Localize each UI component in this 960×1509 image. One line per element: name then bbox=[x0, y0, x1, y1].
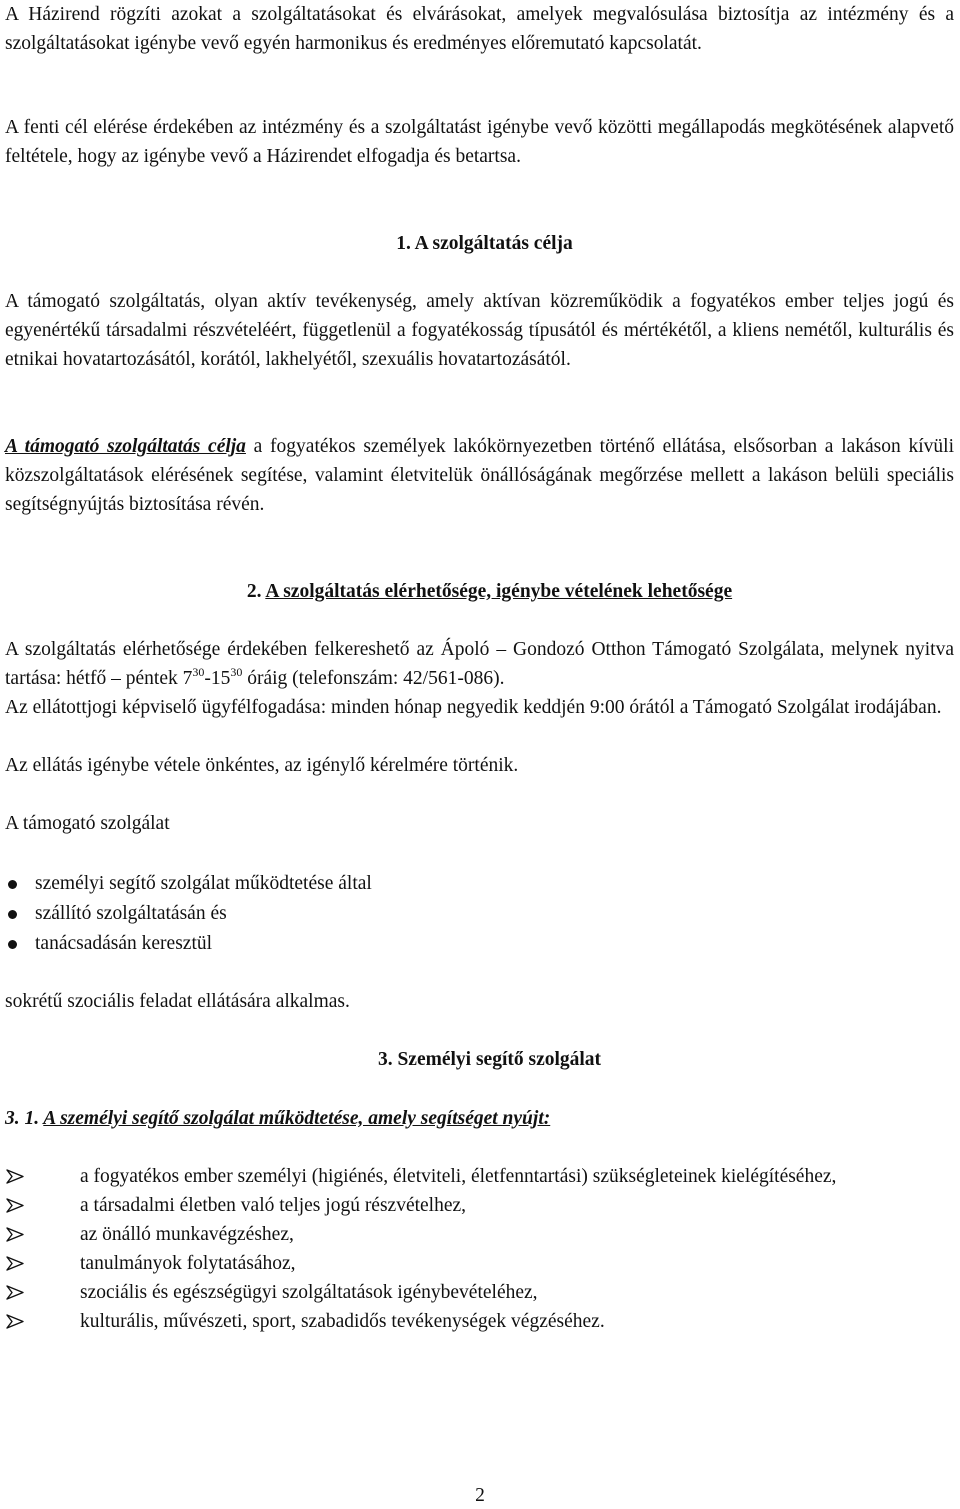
arrow-bullet-icon bbox=[5, 1255, 25, 1272]
bullet-icon bbox=[8, 880, 17, 889]
service-bullet-list bbox=[5, 869, 954, 959]
list-item: az önálló munkavégzéshez, bbox=[5, 1220, 954, 1249]
list-item: a társadalmi életben való teljes jogú részvételhez, bbox=[5, 1191, 954, 1220]
intro-paragraph-1: A Házirend rögzíti azokat a szolgáltatásokat és elvárásokat, amelyek megvalósulása biztosítja az intézmény és a szolgáltatásokat igénybe vevő egyén harmonikus és eredményes előremutató kapcsolatát. bbox=[5, 4, 954, 54]
list-item: szállító szolgáltatásán és bbox=[5, 899, 954, 929]
section-3-1-number: 3. 1. bbox=[5, 1108, 44, 1129]
section-2-heading-text: A szolgáltatás elérhetősége, igénybe vételének lehetősége bbox=[265, 581, 733, 602]
section-1-heading: 1. A szolgáltatás célja bbox=[396, 233, 573, 254]
bullet-icon bbox=[8, 940, 17, 949]
list-item: szociális és egészségügyi szolgáltatások igénybevételéhez, bbox=[5, 1278, 954, 1307]
closing-minutes: 30 bbox=[230, 665, 243, 679]
list-item: kulturális, művészeti, sport, szabadidős tevékenységek végzéséhez. bbox=[5, 1307, 954, 1336]
phone-text: óráig (telefonszám: 42/561-086). bbox=[242, 668, 505, 689]
section-2-paragraph-1 bbox=[5, 635, 954, 693]
list-item: a fogyatékos ember személyi (higiénés, életviteli, életfenntartási) szükségleteinek kielégítéséhez, bbox=[5, 1162, 954, 1191]
section-3-1-heading bbox=[5, 1104, 954, 1133]
section-2-paragraph-5: sokrétű szociális feladat ellátására alkalmas. bbox=[5, 991, 350, 1012]
list-item: tanulmányok folytatásához, bbox=[5, 1249, 954, 1278]
assistance-arrow-list bbox=[5, 1162, 954, 1336]
list-item: személyi segítő szolgálat működtetése által bbox=[5, 869, 954, 899]
section-1-purpose-text: a fogyatékos személyek lakókörnyezetben történő ellátása, elsősorban a lakáson kívüli közszolgáltatások elérésének segítése, valamint életvitelük önállóságának megőrzése mellett a lakáson belüli speciális segítségnyújtás biztosítása révén. bbox=[5, 436, 954, 515]
arrow-bullet-icon bbox=[5, 1168, 25, 1185]
section-1-paragraph-1: A támogató szolgáltatás, olyan aktív tevékenység, amely aktívan közreműködik a fogyatékos ember teljes jogú és egyenértékű társadalmi részvételéért, függetlenül a fogyatékosság típusától és mértékétől, a kliens nemétől, kulturális és etnikai hovatartozásától, korától, lakhelyétől, szexuális hovatartozásától. bbox=[5, 291, 954, 370]
section-1-paragraph-2 bbox=[5, 432, 954, 519]
closing-hour: -15 bbox=[204, 668, 231, 689]
arrow-bullet-icon bbox=[5, 1313, 25, 1330]
section-2-paragraph-2: Az ellátottjogi képviselő ügyfélfogadása: minden hónap negyedik keddjén 9:00 órától a Támogató Szolgálat irodájában. bbox=[5, 697, 942, 718]
page-number: 2 bbox=[475, 1485, 485, 1506]
section-2-heading-number: 2. bbox=[246, 581, 266, 602]
section-2-heading bbox=[5, 577, 960, 606]
section-3-1-text: A személyi segítő szolgálat működtetése, amely segítséget nyújt: bbox=[43, 1108, 551, 1129]
section-3-heading: 3. Személyi segítő szolgálat bbox=[377, 1049, 602, 1070]
arrow-bullet-icon bbox=[5, 1284, 25, 1301]
opening-minutes: 30 bbox=[192, 665, 205, 679]
section-1-purpose-lead: A támogató szolgáltatás célja bbox=[5, 436, 246, 457]
arrow-bullet-icon bbox=[5, 1226, 25, 1243]
section-2-paragraph-3: Az ellátás igénybe vétele önkéntes, az igénylő kérelmére történik. bbox=[5, 755, 519, 776]
arrow-bullet-icon bbox=[5, 1197, 25, 1214]
section-2-paragraph-4: A támogató szolgálat bbox=[5, 813, 170, 834]
availability-text: A szolgáltatás elérhetősége érdekében felkereshető az Ápoló – Gondozó Otthon Támogató Szolgálata, melynek nyitva tartása: hétfő – péntek 7 bbox=[5, 639, 954, 689]
list-item: tanácsadásán keresztül bbox=[5, 929, 954, 959]
intro-paragraph-2: A fenti cél elérése érdekében az intézmény és a szolgáltatást igénybe vevő közötti megállapodás megkötésének alapvető feltétele, hogy az igénybe vevő a Házirendet elfogadja és betartsa. bbox=[5, 117, 954, 167]
bullet-icon bbox=[8, 910, 17, 919]
